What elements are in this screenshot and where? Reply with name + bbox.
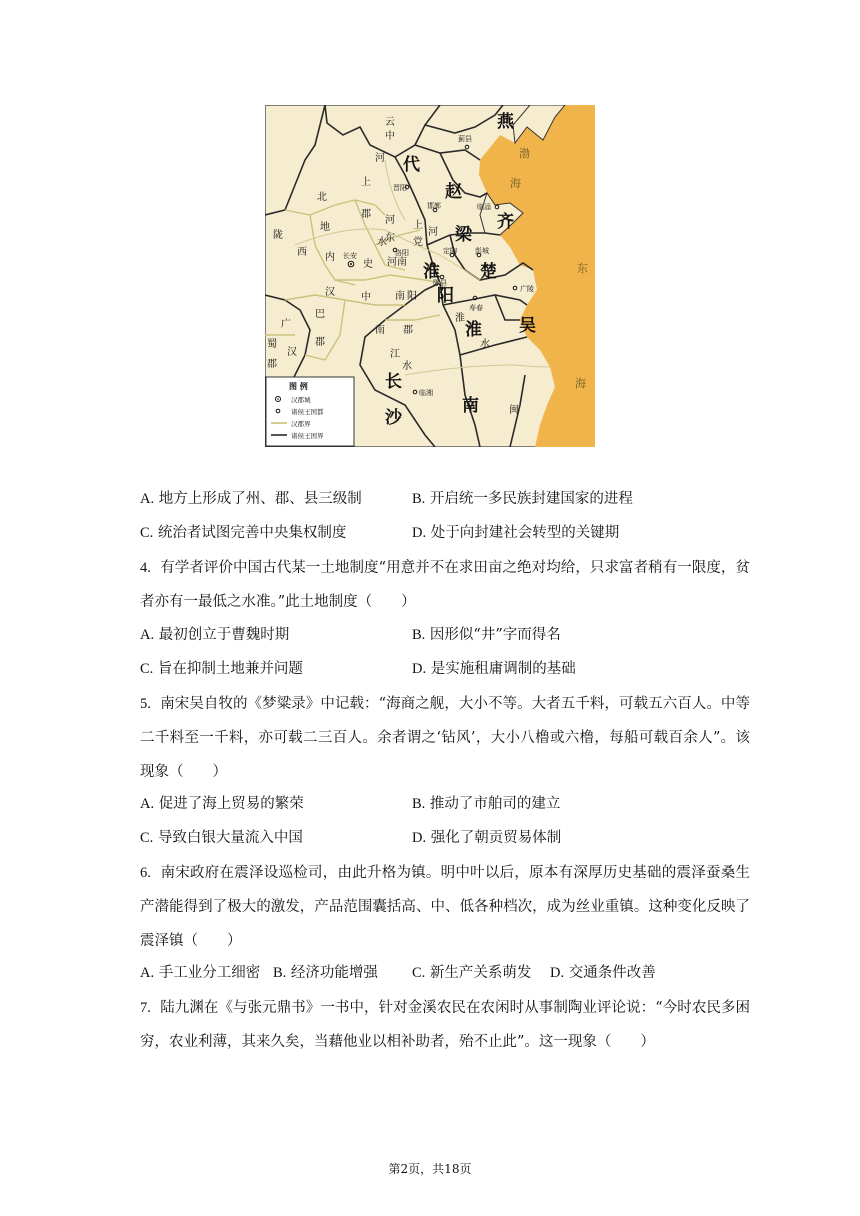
label-liang: 梁 [455, 225, 472, 245]
option-text: 处于向封建社会转型的关键期 [430, 525, 620, 541]
q3-option-d[interactable] [412, 523, 619, 543]
legend-item-4: 诸侯王国界 [291, 432, 324, 440]
legend-item-2: 诸侯王国都 [291, 408, 324, 416]
city-shouchun: 寿春 [469, 304, 483, 312]
label-neishi-2: 史 [363, 259, 373, 270]
option-letter: C. [140, 661, 154, 677]
question-5-stem [140, 687, 750, 789]
question-number: 7. [140, 1000, 151, 1016]
option-text: 是实施租庸调制的基础 [430, 661, 576, 677]
label-nanjun-1: 南 [375, 325, 385, 336]
option-letter: A. [140, 796, 155, 812]
q6-option-c[interactable] [412, 963, 531, 983]
question-text: 陆九渊在《与张元鼎书》一书中，针对金溪农民在农闲时从事制陶业评论说：“今时农民多困穷，农业利薄，其来久矣，当藉他业以相补助者，殆不止此”。这一现象（ ） [140, 1000, 750, 1050]
label-qi: 齐 [497, 212, 514, 232]
han-dynasty-map [265, 105, 595, 447]
label-dai: 代 [403, 155, 420, 175]
label-shang-2: 郡 [361, 209, 371, 220]
label-shu-1: 蜀 [267, 339, 277, 350]
question-4-stem [140, 551, 750, 619]
q6-option-a[interactable] [140, 963, 260, 983]
label-ba-2: 郡 [315, 337, 325, 348]
option-letter: A. [140, 627, 155, 643]
label-huainan-2: 南 [462, 396, 479, 416]
label-huainan-1: 淮 [465, 320, 482, 340]
q3-option-b[interactable] [412, 489, 633, 509]
label-changsha-1: 长 [385, 372, 402, 392]
option-text: 经济功能增强 [290, 965, 378, 981]
q4-option-c[interactable] [140, 659, 303, 679]
option-letter: D. [412, 830, 427, 846]
label-yun-1: 云 [385, 117, 395, 128]
label-beidi-2: 地 [320, 222, 330, 233]
option-letter: B. [412, 491, 426, 507]
label-hedong-1: 河 [385, 215, 395, 226]
q5-option-d[interactable] [412, 828, 561, 848]
city-jinyang: 晋阳 [393, 184, 407, 192]
map-legend [266, 377, 354, 446]
label-huai-shui: 水 [480, 339, 490, 350]
label-guanghan-1: 广 [281, 319, 291, 330]
question-6-stem [140, 856, 750, 958]
label-shangdang-2: 党 [413, 237, 423, 248]
question-text: 南宋吴自牧的《梦粱录》中记载：“海商之舰，大小不等。大者五千料，可载五六百人。中等二千料至一千料，亦可载二三百人。余者谓之‘钻风’，大小八橹或六橹，每船可载百余人”。该现象（ ） [140, 696, 750, 780]
label-longxi-2: 西 [297, 247, 307, 258]
label-zhao-1: 赵 [445, 182, 462, 202]
city-luoyang: 洛阳 [395, 249, 409, 257]
city-pengcheng: 彭城 [475, 247, 489, 255]
label-hedong-2: 东 [385, 233, 395, 244]
label-henan: 河南 [387, 257, 407, 268]
option-letter: D. [412, 525, 427, 541]
label-shu-2: 郡 [267, 359, 277, 370]
option-letter: D. [550, 965, 565, 981]
option-text: 地方上形成了州、郡、县三级制 [158, 491, 362, 507]
city-guangling: 广陵 [520, 285, 534, 293]
label-min: 闽 [509, 405, 519, 416]
option-letter: A. [140, 491, 155, 507]
q6-option-b[interactable] [273, 963, 378, 983]
label-changsha-2: 沙 [385, 408, 402, 428]
option-letter: C. [140, 830, 154, 846]
q3-option-c[interactable] [140, 523, 346, 543]
option-text: 统治者试图完善中央集权制度 [157, 525, 347, 541]
option-text: 新生产关系萌发 [429, 965, 532, 981]
label-shangdang-3: 河 [428, 227, 438, 238]
q4-option-b[interactable] [412, 625, 561, 645]
option-text: 交通条件改善 [568, 965, 656, 981]
label-bohai-1: 渤 [519, 147, 530, 160]
label-yan: 燕 [497, 112, 514, 132]
city-ji: 蓟县 [458, 135, 472, 143]
q4-option-d[interactable] [412, 659, 576, 679]
q5-option-c[interactable] [140, 828, 303, 848]
option-text: 促进了海上贸易的繁荣 [158, 796, 304, 812]
label-donghai-1: 东 [577, 262, 588, 275]
label-beidi-1: 北 [317, 192, 327, 203]
option-text: 推动了市舶司的建立 [429, 796, 561, 812]
label-chu: 楚 [480, 262, 497, 282]
label-nanyang-2: 阳 [407, 291, 417, 302]
label-guanghan-2: 汉 [287, 347, 297, 358]
label-hanzhong-2: 中 [361, 292, 371, 303]
label-shui-1: 水 [377, 237, 387, 248]
question-7-stem [140, 991, 750, 1059]
legend-item-3: 汉郡界 [291, 420, 311, 428]
label-hanzhong-1: 汉 [325, 287, 335, 298]
label-huaiyang-1: 淮 [423, 262, 440, 282]
legend-item-1: 汉郡城 [291, 396, 311, 404]
q5-option-b[interactable] [412, 794, 560, 814]
question-text: 有学者评价中国古代某一土地制度“用意并不在求田亩之绝对均给，只求富者稍有一限度，贫者亦有一最低之水准。”此土地制度（ ） [140, 560, 750, 610]
city-linxiang: 临湘 [419, 389, 433, 397]
legend-title: 图 例 [289, 382, 308, 391]
city-linzi: 临淄 [477, 203, 491, 211]
label-ba-1: 巴 [315, 309, 325, 320]
option-text: 因形似“井”字而得名 [429, 627, 561, 643]
option-letter: D. [412, 661, 427, 677]
option-letter: B. [273, 965, 287, 981]
question-number: 6. [140, 865, 151, 881]
city-chenxian: 陈县 [433, 279, 447, 287]
q4-option-a[interactable] [140, 625, 289, 645]
label-neishi-1: 内 [325, 252, 335, 263]
label-shangdang-1: 上 [413, 220, 423, 231]
label-huai-river: 淮 [455, 313, 465, 324]
q6-option-d[interactable] [550, 963, 656, 983]
option-letter: B. [412, 796, 426, 812]
option-letter: A. [140, 965, 155, 981]
label-jiang-2: 水 [402, 361, 412, 372]
city-handan: 邯郸 [427, 202, 441, 210]
option-text: 最初创立于曹魏时期 [158, 627, 290, 643]
label-donghai-2: 海 [575, 377, 586, 390]
label-bohai-2: 海 [510, 177, 521, 190]
label-wu: 吴 [519, 316, 536, 336]
label-shang-1: 上 [361, 177, 371, 188]
label-he-river: 河 [375, 153, 385, 164]
question-number: 5. [140, 696, 151, 712]
label-nanjun-2: 郡 [403, 325, 413, 336]
question-text: 南宋政府在震泽设巡检司，由此升格为镇。明中叶以后，原本有深厚历史基础的震泽蚕桑生产潜能得到了极大的激发，产品范围囊括高、中、低各种档次，成为丝业重镇。这种变化反映了震泽镇（ ） [140, 865, 750, 949]
q3-option-a[interactable] [140, 489, 362, 509]
option-text: 导致白银大量流入中国 [157, 830, 303, 846]
option-letter: B. [412, 627, 426, 643]
option-text: 开启统一多民族封建国家的进程 [429, 491, 633, 507]
label-huaiyang-2: 阳 [437, 286, 454, 306]
option-letter: C. [140, 525, 154, 541]
label-jiang-1: 江 [390, 349, 400, 360]
option-letter: C. [412, 965, 426, 981]
option-text: 强化了朝贡贸易体制 [430, 830, 562, 846]
city-dingtao: 定陶 [443, 247, 457, 255]
label-longxi-1: 陇 [273, 230, 283, 241]
q5-option-a[interactable] [140, 794, 304, 814]
question-number: 4. [140, 560, 151, 576]
city-changan: 长安 [343, 252, 357, 260]
label-nanyang-1: 南 [395, 291, 405, 302]
label-yun-2: 中 [385, 131, 395, 142]
option-text: 旨在抑制土地兼并问题 [157, 661, 303, 677]
option-text: 手工业分工细密 [158, 965, 261, 981]
page-footer: 第2页，共18页 [388, 1162, 472, 1176]
